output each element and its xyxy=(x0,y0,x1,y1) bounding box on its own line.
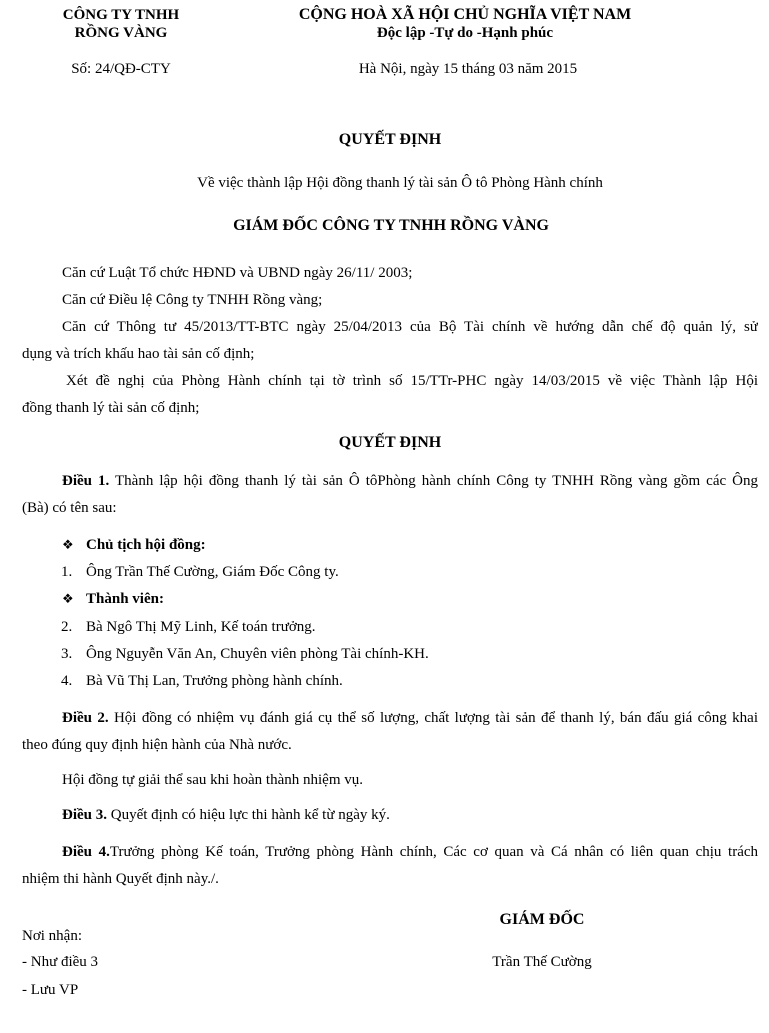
article-4-line2: nhiệm thi hành Quyết định này./. xyxy=(22,871,219,887)
nation-title: CỘNG HOÀ XÃ HỘI CHỦ NGHĨA VIỆT NAM xyxy=(298,6,632,23)
member-number: 2. xyxy=(61,619,73,635)
basis-1: Căn cứ Luật Tổ chức HĐND và UBND ngày 26/11/ 2003; xyxy=(62,265,413,281)
chair-number: 1. xyxy=(61,564,73,580)
members-heading: Thành viên: xyxy=(86,591,164,607)
article-3-text: Quyết định có hiệu lực thi hành kể từ ngày ký. xyxy=(110,807,390,823)
article-3 xyxy=(62,806,390,824)
member-item: Bà Vũ Thị Lan, Trưởng phòng hành chính. xyxy=(86,673,343,689)
basis-4-line1: Xét đề nghị của Phòng Hành chính tại tờ trình số 15/TTr-PHC ngày 14/03/2015 về việc Thành lập Hội xyxy=(66,373,758,389)
article-2-label: Điều 2. xyxy=(62,710,109,726)
national-motto: Độc lập -Tự do -Hạnh phúc xyxy=(376,25,554,41)
member-number: 3. xyxy=(61,646,73,662)
article-1-line1 xyxy=(62,472,758,490)
issuer-title: GIÁM ĐỐC CÔNG TY TNHH RỒNG VÀNG xyxy=(233,217,549,234)
basis-3-line1: Căn cứ Thông tư 45/2013/TT-BTC ngày 25/04/2013 của Bộ Tài chính về hướng dẫn chế độ quản lý, sử xyxy=(62,319,758,335)
article-1-label: Điều 1. xyxy=(62,473,110,489)
article-4-line1 xyxy=(62,843,758,861)
article-2-line1 xyxy=(62,709,758,727)
article-3-label: Điều 3. xyxy=(62,807,107,823)
article-2-line2: theo đúng quy định hiện hành của Nhà nước. xyxy=(22,737,292,753)
recipient-item: - Lưu VP xyxy=(22,982,79,998)
member-number: 4. xyxy=(61,673,73,689)
article-4-label: Điều 4. xyxy=(62,844,110,860)
place-date: Hà Nội, ngày 15 tháng 03 năm 2015 xyxy=(358,61,578,77)
basis-4-line2: đồng thanh lý tài sản cố định; xyxy=(22,400,200,416)
basis-3-line2: dụng và trích khấu hao tài sản cố định; xyxy=(22,346,255,362)
recipients-heading: Nơi nhận: xyxy=(22,928,83,944)
chair-heading: Chủ tịch hội đồng: xyxy=(86,537,206,553)
basis-2: Căn cứ Điều lệ Công ty TNHH Rồng vàng; xyxy=(62,292,323,308)
diamond-bullet-icon: ❖ xyxy=(62,591,74,606)
recipient-item: - Như điều 3 xyxy=(22,954,99,970)
article-2-text: Hội đồng có nhiệm vụ đánh giá cụ thể số lượng, chất lượng tài sản để thanh lý, bán đấu giá công khai xyxy=(113,710,758,726)
member-item: Bà Ngô Thị Mỹ Linh, Kế toán trưởng. xyxy=(86,619,316,635)
document-number: Số: 24/QĐ-CTY xyxy=(71,61,171,77)
article-2-line3: Hội đồng tự giải thể sau khi hoàn thành nhiệm vụ. xyxy=(62,772,364,788)
signer-name: Trần Thế Cường xyxy=(492,954,592,970)
document-subject: Về việc thành lập Hội đồng thanh lý tài sản Ô tô Phòng Hành chính xyxy=(197,175,603,191)
member-item: Ông Nguyễn Văn An, Chuyên viên phòng Tài chính-KH. xyxy=(86,646,429,662)
chair-name: Ông Trần Thế Cường, Giám Đốc Công ty. xyxy=(86,564,339,580)
company-name-line2: RỒNG VÀNG xyxy=(74,25,168,41)
article-1-text: Thành lập hội đồng thanh lý tài sản Ô tôPhòng hành chính Công ty TNHH Rồng vàng gồm các Ông xyxy=(115,473,758,489)
article-4-text: Trưởng phòng Kế toán, Trưởng phòng Hành chính, Các cơ quan và Cá nhân có liên quan chịu trách xyxy=(109,844,758,860)
signature-title: GIÁM ĐỐC xyxy=(499,911,585,928)
diamond-bullet-icon: ❖ xyxy=(62,537,74,552)
document-title: QUYẾT ĐỊNH xyxy=(338,131,442,148)
article-1-line2: (Bà) có tên sau: xyxy=(22,500,117,516)
company-name-line1: CÔNG TY TNHH xyxy=(62,7,180,23)
decision-heading: QUYẾT ĐỊNH xyxy=(338,434,442,451)
